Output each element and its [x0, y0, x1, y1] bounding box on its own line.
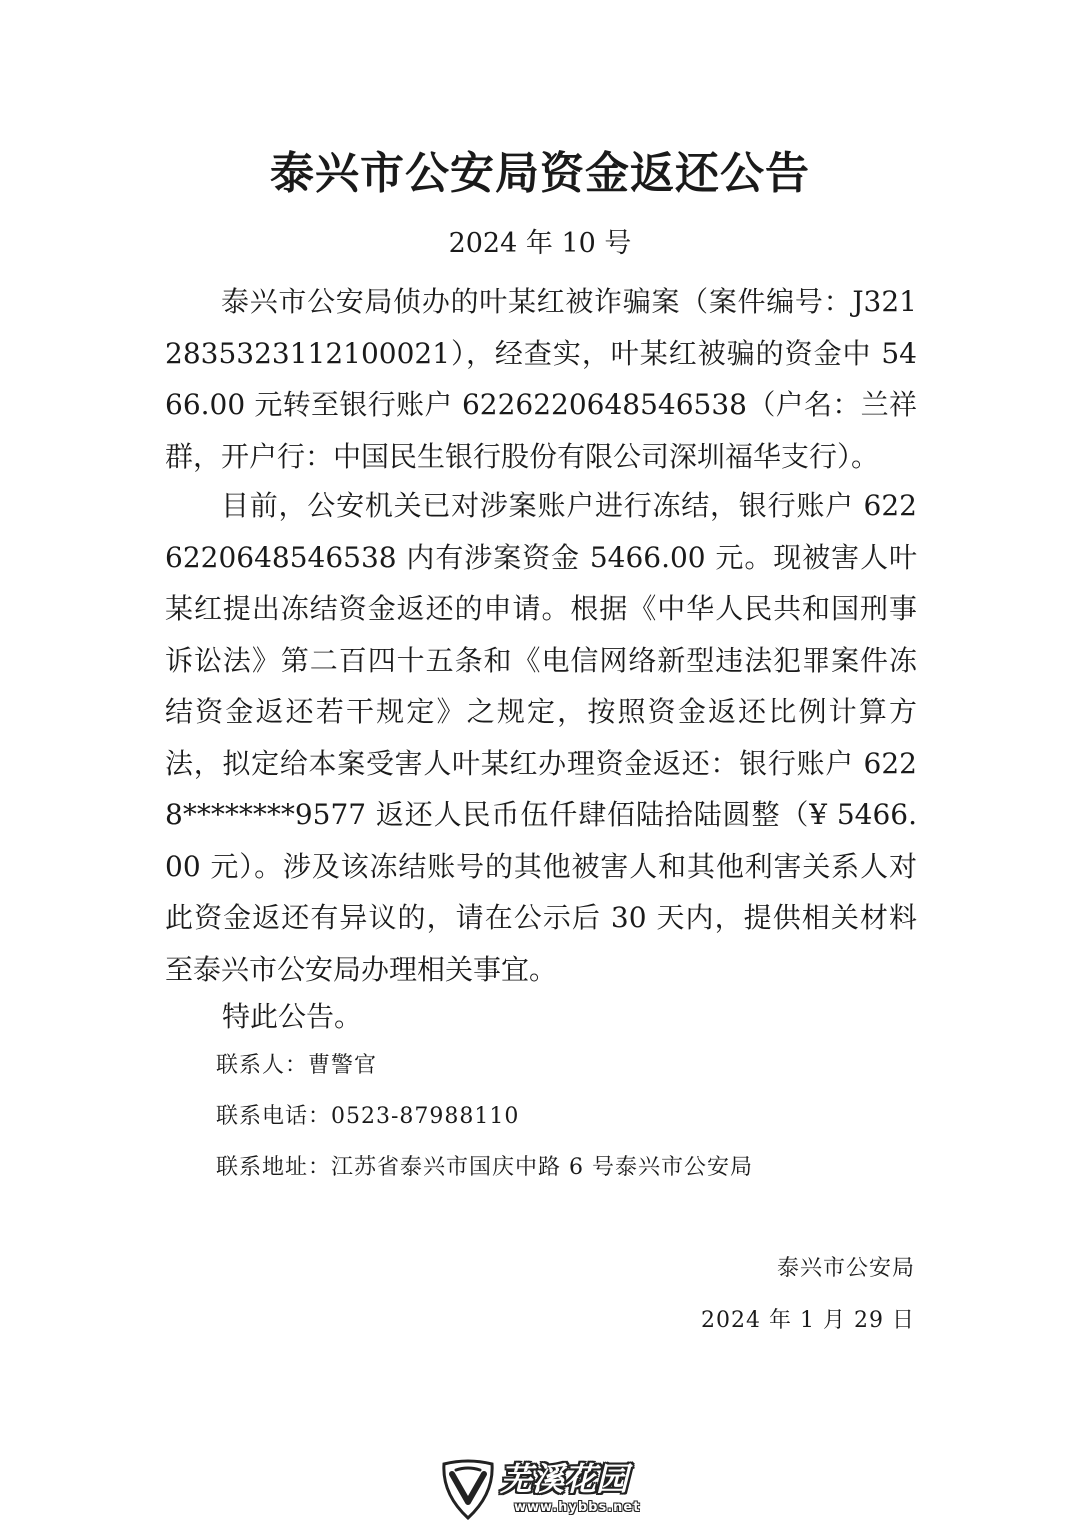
contact-phone: 联系电话：0523-87988110 — [216, 1104, 520, 1129]
watermark-site-url: www.hybbs.net — [514, 1500, 641, 1515]
body-paragraph-case-details: 泰兴市公安局侦办的叶某红被诈骗案（案件编号：J3212835323112100021），经查实，叶某红被骗的资金中 5466.00 元转至银行账户 6226220648546538（户名：兰祥群，开户行：中国民生银行股份有限公司深圳福华支行）。 — [165, 285, 917, 473]
signature-date: 2024 年 1 月 29 日 — [701, 1308, 915, 1333]
watermark-site-name: 芜溪花园 — [500, 1460, 629, 1498]
contact-person: 联系人：曹警官 — [216, 1053, 378, 1078]
announcement-title: 泰兴市公安局资金返还公告 — [270, 148, 810, 199]
signature-organization: 泰兴市公安局 — [776, 1256, 915, 1281]
shield-logo-icon — [438, 1458, 498, 1522]
document-number: 2024 年 10 号 — [448, 228, 632, 259]
site-watermark — [438, 1458, 644, 1522]
body-paragraph-refund-notice: 目前，公安机关已对涉案账户进行冻结，银行账户 6226220648546538 内有涉案资金 5466.00 元。现被害人叶某红提出冻结资金返还的申请。根据《中华人民共和国刑事诉讼法》第二百四十五条和《电信网络新型违法犯罪案件冻结资金返还若干规定》之规定，按照资金返还比例计算方法，拟定给本案受害人叶某红办理资金返还：银行账户 6228********9577 返还人民币伍仟肆佰陆拾陆圆整（¥ 5466.00 元）。涉及该冻结账号的其他被害人和其他利害关系人对此资金返还有异议的，请在公示后 30 天内，提供相关材料至泰兴市公安局办理相关事宜。 — [165, 489, 917, 986]
contact-address: 联系地址：江苏省泰兴市国庆中路 6 号泰兴市公安局 — [216, 1155, 753, 1180]
closing-statement: 特此公告。 — [222, 1000, 363, 1033]
